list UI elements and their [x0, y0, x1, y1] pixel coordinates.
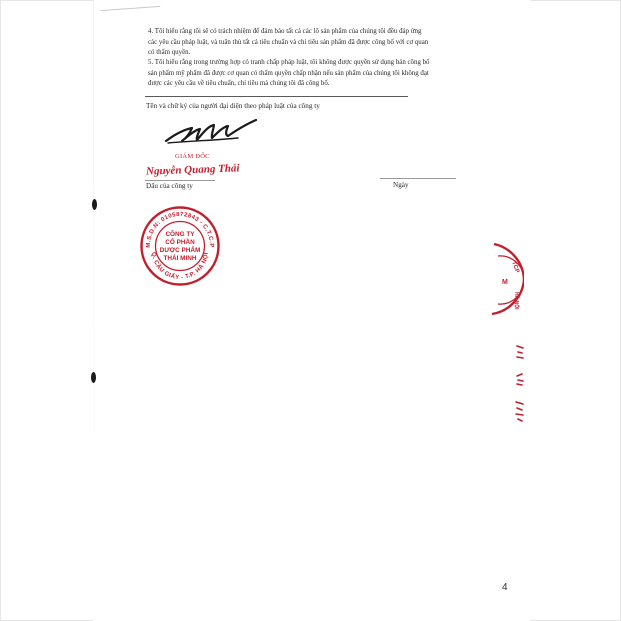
seal-fragment-text: TCP: [510, 260, 520, 274]
signer-name: Nguyễn Quang Thái: [145, 162, 240, 178]
margin-stamp-marks: [514, 344, 526, 424]
signer-caption: Tên và chữ ký của người đại diện theo pháp luật của công ty: [146, 102, 320, 110]
document-page: [93, 0, 530, 621]
clause-5-line: 5. Tôi hiểu rằng trong trường hợp có tranh chấp pháp luật, tôi không được quyền sử dụng bản công bố: [148, 59, 430, 66]
stamp-line: [145, 180, 215, 181]
seal-center-line: THÁI MINH: [163, 255, 197, 262]
seal-center-line: DƯỢC PHẨM: [159, 247, 201, 254]
signer-title: GIÁM ĐỐC: [175, 153, 210, 160]
clause-4: [148, 27, 428, 59]
clause-5-line: sản phẩm mỹ phẩm đã được cơ quan có thẩm quyền chấp nhận nếu sản phẩm của chúng tôi không đạt: [148, 69, 429, 77]
seal-fragment-icon: [488, 240, 524, 318]
punch-hole-icon: [91, 372, 96, 383]
seal-fragment-text: HÀ NỘI: [513, 292, 519, 310]
seal-outer-text: M.S.D.N: 0105872843 - C.T.C.P: [145, 211, 215, 248]
stamp-caption: Dấu của công ty: [146, 182, 193, 190]
date-caption: Ngày: [393, 181, 409, 189]
punch-hole-icon: [92, 199, 97, 210]
clause-4-line: các yêu cầu pháp luật, và tuân thủ tất cả tiêu chuẩn và chỉ tiêu sản phẩm đã được công bố với cơ quan: [148, 38, 429, 46]
clause-5-line: được các yêu cầu về tiêu chuẩn, chỉ tiêu mà chúng tôi đã công bố.: [148, 80, 330, 88]
clause-4-line: 4. Tôi hiểu rằng tôi sẽ có trách nhiệm để đảm bảo tất cả các lô sản phẩm của chúng tôi đều đáp ứng: [148, 28, 422, 35]
clause-5: [148, 58, 430, 90]
date-line: [380, 178, 456, 179]
signature-divider: [145, 96, 408, 97]
handwritten-signature-icon: [162, 114, 260, 148]
seal-bottom-text: Q. CẦU GIẤY - T.P. HÀ NỘI: [149, 251, 210, 282]
seal-center-line: CỔ PHẦN: [165, 239, 195, 246]
page-number: 4: [502, 582, 508, 593]
company-seal-icon: [139, 205, 221, 287]
seal-fragment-text: M: [502, 279, 508, 286]
page-edge: [93, 0, 94, 621]
seal-center-line: CÔNG TY: [165, 231, 195, 238]
clause-4-line: có thẩm quyền.: [148, 49, 191, 57]
